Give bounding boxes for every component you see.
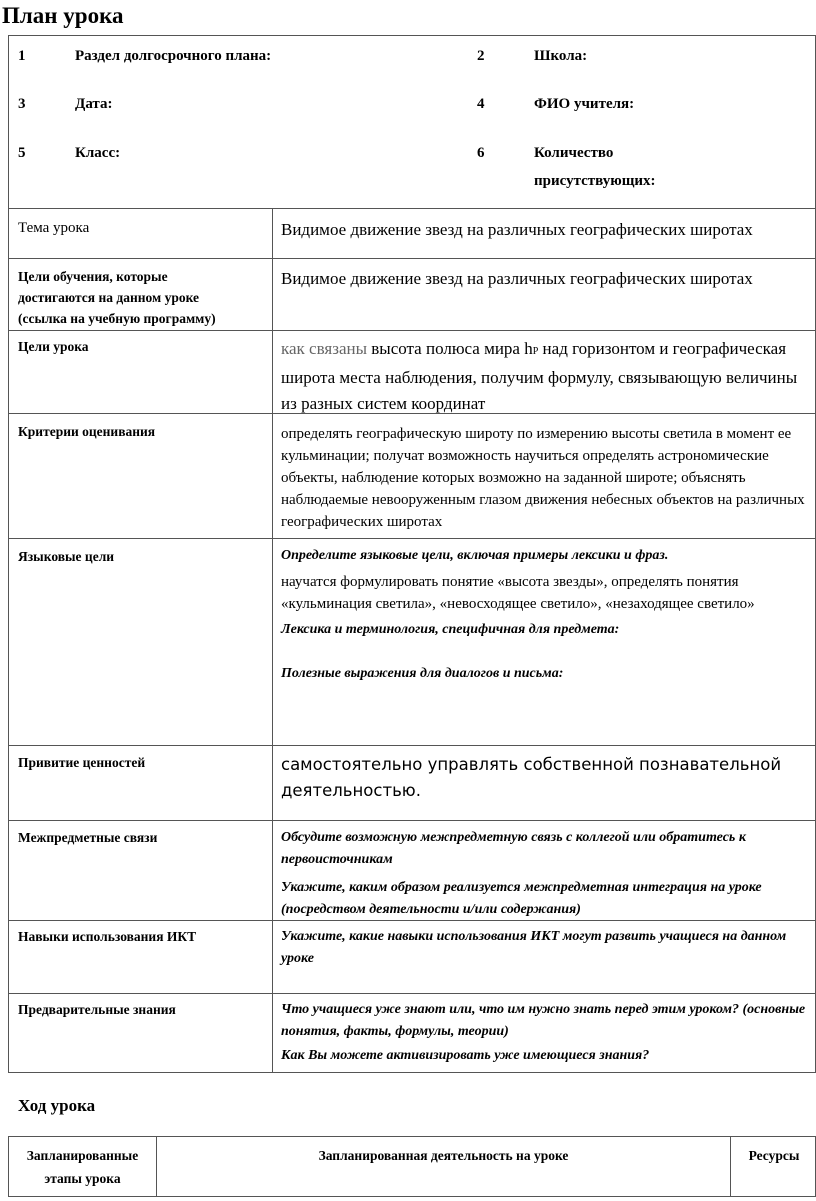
header-num-3: 3 xyxy=(18,96,26,112)
criteria-value: определять географическую широту по измерению высоты светила в момент ее кульминации; получат возможность научиться определять астрономические объекты, наблюдение которых возможно на заданной широте; объяснять наблюдаемые невооруженным глазом движения небесных объектов на различных географических широтах xyxy=(281,426,805,530)
goals-label: Цели урока xyxy=(18,339,89,354)
topic-label: Тема урока xyxy=(18,220,90,236)
language-phrases-prompt: Полезные выражения для диалогов и письма: xyxy=(281,666,564,681)
ict-prompt: Укажите, какие навыки использования ИКТ могут развить учащиеся на данном уроке xyxy=(281,929,787,966)
language-value: научатся формулировать понятие «высота звезды», определять понятия «кульминация светила», «невосходящее светило», «незаходящее светило» xyxy=(281,574,755,612)
header-label-section: Раздел долгосрочного плана: xyxy=(75,48,272,64)
cross-label: Межпредметные связи xyxy=(18,830,158,845)
row-divider xyxy=(8,745,816,746)
ict-content xyxy=(281,926,811,970)
prior-prompt-2: Как Вы можете активизировать уже имеющиеся знания? xyxy=(281,1048,650,1063)
course-col-resources: Ресурсы xyxy=(748,1148,800,1163)
header-label-school: Школа: xyxy=(534,48,588,64)
prior-content xyxy=(281,999,811,1067)
cross-prompt-1: Обсудите возможную межпредметную связь с коллегой или обратитесь к первоисточникам xyxy=(281,830,746,867)
header-num-1: 1 xyxy=(18,48,26,64)
row-divider xyxy=(8,538,816,539)
header-num-2: 2 xyxy=(477,48,485,64)
header-num-4: 4 xyxy=(477,96,485,112)
course-table xyxy=(8,1136,816,1197)
language-label: Языковые цели xyxy=(18,549,115,564)
header-num-6: 6 xyxy=(477,145,485,161)
language-prompt: Определите языковые цели, включая примеры лексики и фраз. xyxy=(281,548,669,563)
row-divider xyxy=(8,330,816,331)
header-label-attendance-1: Количество xyxy=(534,145,614,161)
header-label-date: Дата: xyxy=(75,96,113,112)
ict-label: Навыки использования ИКТ xyxy=(18,929,197,944)
goals-value: как связаны высота полюса мира hP над горизонтом и географическая широта места наблюдения, получим формулу, связывающую величины из разных систем координат xyxy=(281,339,798,413)
values-label: Привитие ценностей xyxy=(18,755,146,770)
goals-prefix: как связаны xyxy=(281,339,368,358)
course-col-stages: Запланированные этапы урока xyxy=(26,1148,139,1186)
header-label-class: Класс: xyxy=(75,145,121,161)
prior-prompt-1: Что учащиеся уже знают или, что им нужно знать перед этим уроком? (основные понятия, факты, формулы, теории) xyxy=(281,1002,806,1039)
objectives-label: Цели обучения, которые достигаются на данном уроке (ссылка на учебную программу) xyxy=(18,269,216,326)
table-column-divider xyxy=(272,209,273,1073)
page-title: План урока xyxy=(2,3,124,28)
cross-content xyxy=(281,827,811,921)
header-num-5: 5 xyxy=(18,145,26,161)
values-value: самостоятельно управлять собственной познавательной деятельностью. xyxy=(281,755,782,800)
header-label-attendance-2: присутствующих: xyxy=(534,173,656,189)
cross-prompt-2: Укажите, каким образом реализуется межпредметная интеграция на уроке (посредством деятельности и/или содержания) xyxy=(281,880,762,917)
objectives-value: Видимое движение звезд на различных географических широтах xyxy=(281,269,753,288)
criteria-label: Критерии оценивания xyxy=(18,424,156,439)
course-title: Ход урока xyxy=(18,1096,96,1115)
course-col-activity: Запланированная деятельность на уроке xyxy=(318,1148,569,1163)
language-vocab-prompt: Лексика и терминология, специфичная для предмета: xyxy=(281,622,620,637)
topic-value: Видимое движение звезд на различных географических широтах xyxy=(281,220,753,239)
header-label-teacher: ФИО учителя: xyxy=(534,96,635,112)
row-divider xyxy=(8,820,816,821)
row-divider xyxy=(8,993,816,994)
prior-label: Предварительные знания xyxy=(18,1002,176,1017)
row-divider xyxy=(8,258,816,259)
language-content xyxy=(281,545,811,685)
